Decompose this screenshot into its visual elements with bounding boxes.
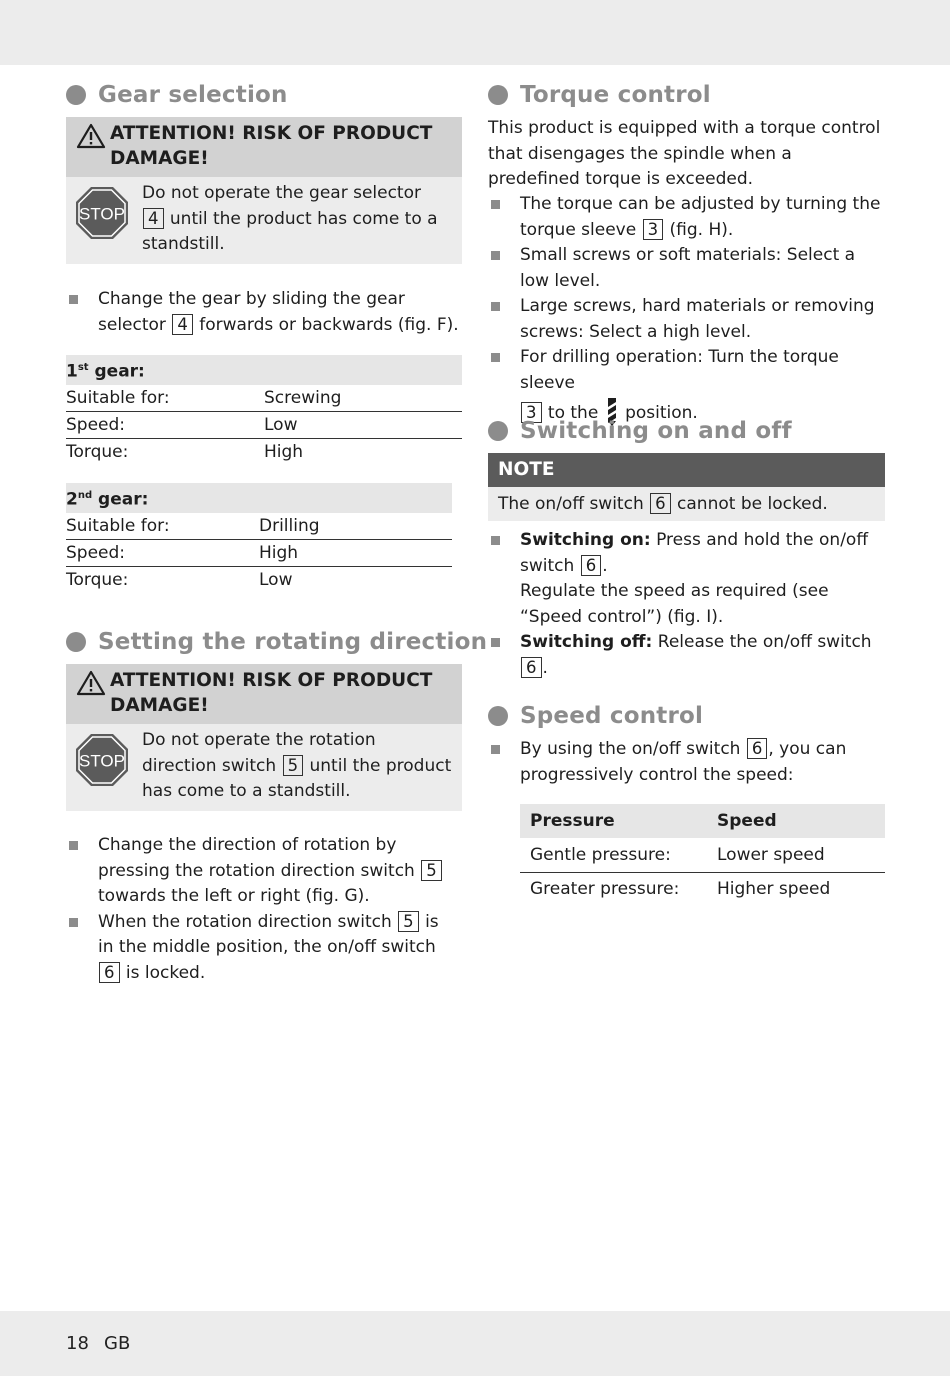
speed-table	[520, 804, 885, 906]
part-ref: 3	[521, 402, 542, 423]
torque-intro: This product is equipped with a torque control that disengages the spindle when a predefined torque is exceeded.	[488, 118, 881, 189]
note-box	[488, 453, 885, 521]
warning-title: ATTENTION! RISK OF PRODUCT DAMAGE!	[110, 123, 433, 169]
gear2-title: 2nd gear:	[66, 483, 452, 513]
rotating-direction-heading	[66, 629, 487, 655]
note-title: NOTE	[488, 453, 885, 487]
gear2-table	[66, 483, 452, 593]
speed-control-heading	[488, 703, 703, 729]
table-cell: Gentle pressure:	[520, 838, 707, 872]
section-title: Setting the rotating direction	[98, 629, 488, 655]
bullet-square-icon	[491, 536, 500, 545]
list-item: Small screws or soft materials: Select a low level.	[488, 243, 885, 294]
bullet-square-icon	[69, 841, 78, 850]
warning-body	[66, 724, 462, 811]
bullet-square-icon	[69, 918, 78, 927]
note-body: The on/off switch 6 cannot be locked.	[488, 487, 885, 521]
warning-text: Do not operate the gear selector 4 until the product has come to a standstill.	[142, 183, 438, 254]
warning-header	[66, 117, 462, 177]
warning-body	[66, 177, 462, 264]
svg-text:STOP: STOP	[79, 751, 125, 771]
gear1-title: 1st gear:	[66, 355, 462, 385]
table-cell: Drilling	[259, 513, 452, 540]
switching-on-label: Switching on:	[520, 530, 651, 550]
table-cell: Low	[264, 411, 462, 438]
speed-bullets	[488, 737, 885, 788]
table-cell: Suitable for:	[66, 513, 259, 540]
list-item: Large screws, hard materials or removing screws: Select a high level.	[488, 294, 885, 345]
table-cell: Speed:	[66, 539, 259, 566]
bullet-square-icon	[69, 295, 78, 304]
part-ref: 4	[172, 314, 193, 335]
section-title: Gear selection	[98, 82, 288, 108]
list-item: Switching on: Press and hold the on/off switch 6 . Regulate the speed as required (see “Speed control”) (fig. I).	[488, 528, 885, 630]
bullet-square-icon	[491, 200, 500, 209]
gear-selection-heading	[66, 82, 288, 108]
warning-text: Do not operate the rotation direction switch 5 until the product has come to a standstill.	[142, 730, 452, 801]
part-ref: 6	[747, 738, 768, 759]
switching-bullets	[488, 528, 885, 681]
rotation-bullets	[66, 833, 452, 986]
table-header: Pressure	[520, 804, 707, 838]
table-cell: Torque:	[66, 441, 129, 462]
warning-triangle-icon	[76, 123, 106, 149]
part-ref: 6	[99, 962, 120, 983]
list-item: Switching off: Release the on/off switch 6 .	[488, 630, 885, 681]
page-number: 18	[66, 1333, 89, 1354]
part-ref: 3	[643, 219, 664, 240]
part-ref: 4	[143, 208, 164, 229]
table-cell: Greater pressure:	[530, 879, 680, 900]
part-ref: 6	[521, 657, 542, 678]
table-cell: Low	[259, 569, 293, 590]
stop-sign-icon	[74, 185, 130, 241]
page-language: GB	[104, 1333, 131, 1354]
part-ref: 6	[650, 493, 671, 514]
list-item: For drilling operation: Turn the torque sleeve 3 to the position.	[488, 345, 885, 427]
bullet-square-icon	[491, 353, 500, 362]
section-title: Torque control	[520, 82, 711, 108]
bullet-dot-icon	[66, 632, 86, 652]
table-row	[520, 872, 885, 906]
table-cell: Speed:	[66, 411, 264, 438]
list-item: When the rotation direction switch 5 is in the middle position, the on/off switch 6 is locked.	[66, 910, 452, 987]
part-ref: 5	[283, 755, 304, 776]
warning-triangle-icon	[76, 670, 106, 696]
bullet-dot-icon	[66, 85, 86, 105]
rotation-warning-box	[66, 664, 462, 811]
list-item: Change the direction of rotation by pressing the rotation direction switch 5 towards the left or right (fig. G).	[66, 833, 452, 910]
bullet-square-icon	[491, 745, 500, 754]
stop-sign-icon	[74, 732, 130, 788]
table-cell: Screwing	[264, 385, 462, 412]
bullet-square-icon	[491, 638, 500, 647]
svg-text:STOP: STOP	[79, 204, 125, 224]
bullet-dot-icon	[488, 85, 508, 105]
list-item: Change the gear by sliding the gear selector 4 forwards or backwards (fig. F).	[66, 287, 462, 338]
table-cell: Torque:	[66, 569, 129, 590]
warning-title: ATTENTION! RISK OF PRODUCT DAMAGE!	[110, 670, 433, 716]
switching-heading	[488, 418, 792, 444]
section-title: Speed control	[520, 703, 704, 729]
header-band	[0, 0, 950, 65]
gear-warning-box	[66, 117, 462, 264]
list-item: By using the on/off switch 6 , you can progressively control the speed:	[488, 737, 885, 788]
footer-band	[0, 1311, 950, 1376]
table-header: Speed	[707, 804, 885, 838]
part-ref: 6	[581, 555, 602, 576]
bullet-square-icon	[491, 302, 500, 311]
table-cell: High	[259, 539, 452, 566]
switching-off-label: Switching off:	[520, 632, 653, 652]
bullet-dot-icon	[488, 421, 508, 441]
gear1-table	[66, 355, 462, 465]
warning-header	[66, 664, 462, 724]
bullet-dot-icon	[488, 706, 508, 726]
table-cell: High	[264, 441, 304, 462]
list-item: The torque can be adjusted by turning the torque sleeve 3 (fig. H).	[488, 192, 885, 243]
part-ref: 5	[421, 860, 442, 881]
section-title: Switching on and off	[520, 418, 792, 444]
part-ref: 5	[398, 911, 419, 932]
torque-control-heading	[488, 82, 711, 108]
table-cell: Suitable for:	[66, 385, 264, 412]
gear-bullets	[66, 287, 462, 338]
table-cell: Lower speed	[707, 838, 885, 872]
table-cell: Higher speed	[717, 879, 831, 900]
torque-bullets	[488, 192, 885, 427]
bullet-square-icon	[491, 251, 500, 260]
table-row	[520, 838, 885, 872]
